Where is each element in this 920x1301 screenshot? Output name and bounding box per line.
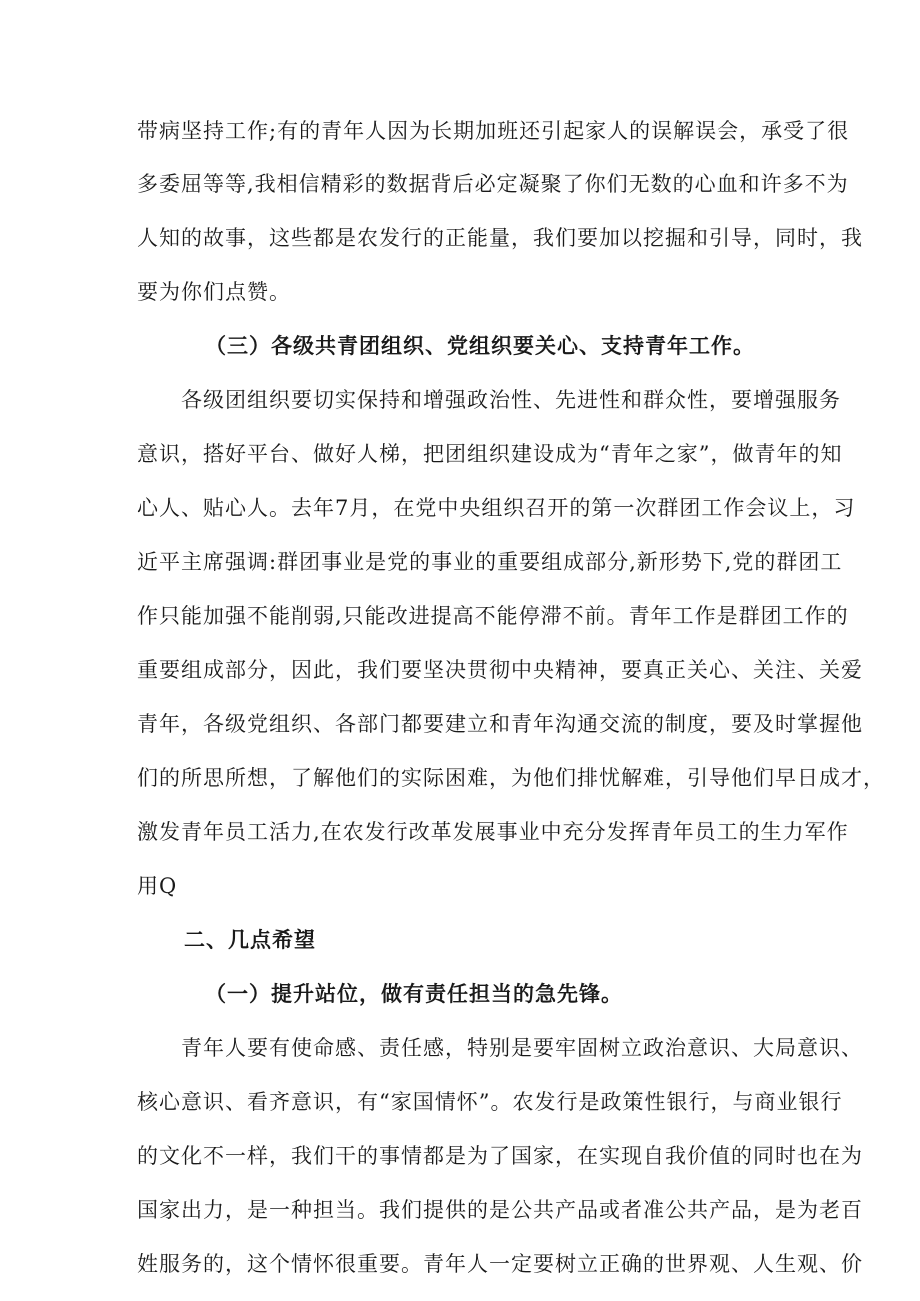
paragraph-line: 作只能加强不能削弱,只能改进提高不能停滞不前。青年工作是群团工作的	[137, 604, 849, 628]
section-heading-1: （一）提升站位，做有责任担当的急先锋。	[205, 981, 623, 1006]
paragraph-line: 用Q	[137, 874, 178, 898]
paragraph-line: 青年人要有使命感、责任感，特别是要牢固树立政治意识、大局意识、	[181, 1036, 863, 1060]
paragraph-line: 各级团组织要切实保持和增强政治性、先进性和群众性，要增强服务	[181, 388, 841, 412]
paragraph-line: 心人、贴心人。去年7月，在党中央组织召开的第一次群团工作会议上，习	[137, 496, 856, 520]
paragraph-line: 人知的故事，这些都是农发行的正能量，我们要加以挖掘和引导，同时，我	[137, 226, 863, 250]
paragraph-line: 激发青年员工活力,在农发行改革发展事业中充分发挥青年员工的生力军作	[137, 820, 849, 844]
section-heading-3: （三）各级共青团组织、党组织要关心、支持青年工作。	[205, 333, 755, 358]
paragraph-line: 多委屈等等,我相信精彩的数据背后必定凝聚了你们无数的心血和许多不为	[137, 172, 849, 196]
section-title-2: 二、几点希望	[184, 927, 316, 952]
paragraph-line: 意识，搭好平台、做好人梯，把团组织建设成为“青年之家”，做青年的知	[137, 442, 843, 466]
paragraph-line: 要为你们点赞。	[137, 280, 291, 304]
paragraph-line: 国家出力，是一种担当。我们提供的是公共产品或者准公共产品，是为老百	[137, 1198, 863, 1222]
paragraph-line: 带病坚持工作;有的青年人因为长期加班还引起家人的误解误会，承受了很	[137, 119, 850, 143]
paragraph-line: 青年，各级党组织、各部门都要建立和青年沟通交流的制度，要及时掌握他	[137, 712, 863, 736]
paragraph-line: 重要组成部分，因此，我们要坚决贯彻中央精神，要真正关心、关注、关爱	[137, 658, 863, 682]
paragraph-line: 们的所思所想，了解他们的实际困难，为他们排忧解难，引导他们早日成才，	[137, 766, 885, 790]
paragraph-line: 近平主席强调:群团事业是党的事业的重要组成部分,新形势下,党的群团工	[137, 550, 843, 574]
paragraph-line: 姓服务的，这个情怀很重要。青年人一定要树立正确的世界观、人生观、价	[137, 1252, 863, 1276]
paragraph-line: 的文化不一样，我们干的事情都是为了国家，在实现自我价值的同时也在为	[137, 1144, 863, 1168]
paragraph-line: 核心意识、看齐意识，有“家国情怀”。农发行是政策性银行，与商业银行	[137, 1090, 843, 1114]
